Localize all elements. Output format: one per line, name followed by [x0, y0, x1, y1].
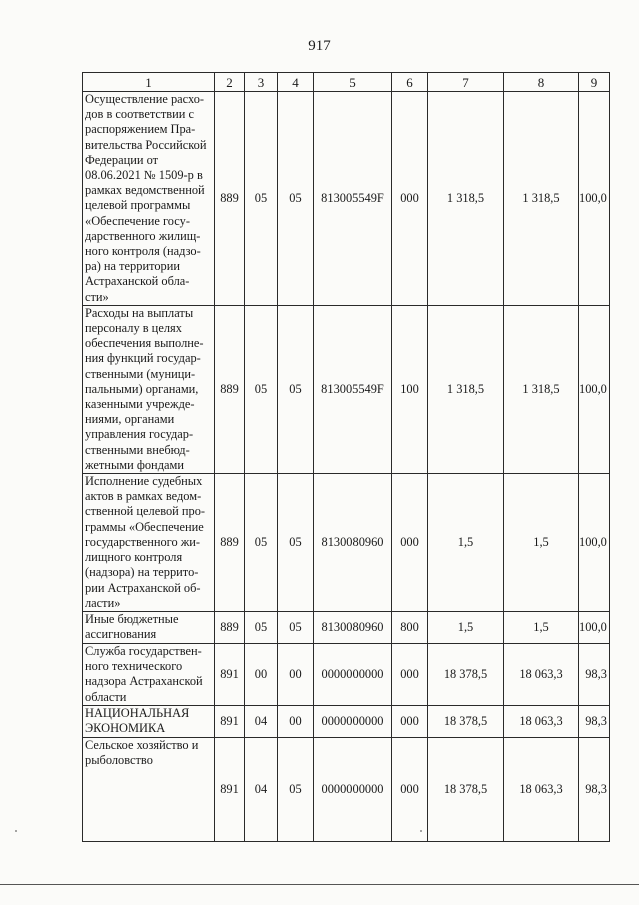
- table-row: [83, 474, 610, 612]
- table-row: [83, 611, 610, 643]
- bottom-rule: [0, 884, 639, 885]
- cell-col7: 1 318,5: [428, 305, 504, 473]
- cell-col3: 00: [245, 643, 278, 705]
- row-name: Иные бюджетные ассигнования: [83, 611, 215, 643]
- header-cell: 3: [245, 73, 278, 92]
- header-cell: 4: [278, 73, 314, 92]
- header-cell: 8: [504, 73, 579, 92]
- cell-col9: 98,3: [579, 643, 610, 705]
- cell-col9: 100,0: [579, 305, 610, 473]
- cell-col4: 05: [278, 474, 314, 612]
- cell-col4: 00: [278, 643, 314, 705]
- cell-col8: 18 063,3: [504, 737, 579, 841]
- cell-col7: 1 318,5: [428, 92, 504, 306]
- cell-col4: 05: [278, 737, 314, 841]
- header-cell: 5: [314, 73, 392, 92]
- table-row: [83, 643, 610, 705]
- cell-col2: 889: [215, 474, 245, 612]
- cell-col9: 100,0: [579, 611, 610, 643]
- cell-col6: 000: [392, 643, 428, 705]
- cell-col5: 813005549F: [314, 92, 392, 306]
- cell-col6: 000: [392, 92, 428, 306]
- cell-col9: 100,0: [579, 474, 610, 612]
- table-row: [83, 305, 610, 473]
- cell-col5: 0000000000: [314, 737, 392, 841]
- cell-col6: 000: [392, 705, 428, 737]
- cell-col8: 1 318,5: [504, 92, 579, 306]
- header-cell: 7: [428, 73, 504, 92]
- cell-col7: 1,5: [428, 611, 504, 643]
- cell-col7: 18 378,5: [428, 705, 504, 737]
- table-row: [83, 705, 610, 737]
- cell-col3: 05: [245, 92, 278, 306]
- table-row: [83, 92, 610, 306]
- cell-col7: 18 378,5: [428, 737, 504, 841]
- cell-col2: 889: [215, 92, 245, 306]
- cell-col2: 889: [215, 611, 245, 643]
- cell-col8: 18 063,3: [504, 705, 579, 737]
- scan-speck: [420, 830, 422, 832]
- budget-table: [82, 72, 610, 842]
- cell-col4: 05: [278, 305, 314, 473]
- table-row: [83, 737, 610, 841]
- cell-col3: 04: [245, 705, 278, 737]
- header-cell: 2: [215, 73, 245, 92]
- cell-col7: 18 378,5: [428, 643, 504, 705]
- header-cell: 9: [579, 73, 610, 92]
- cell-col5: 0000000000: [314, 705, 392, 737]
- cell-col8: 18 063,3: [504, 643, 579, 705]
- cell-col4: 05: [278, 611, 314, 643]
- header-row: [83, 73, 610, 92]
- cell-col2: 891: [215, 737, 245, 841]
- row-name: Расходы на выплаты персоналу в целях обеспечения выполне- ния функций государ- ственными (муници- пальными) органами, казенными учрежде- ниями, органами управления государ- ственными внебюд- жетными фондами: [83, 305, 215, 473]
- cell-col8: 1,5: [504, 611, 579, 643]
- cell-col8: 1 318,5: [504, 305, 579, 473]
- cell-col2: 891: [215, 643, 245, 705]
- row-name: Служба государствен- ного технического надзора Астраханской области: [83, 643, 215, 705]
- cell-col5: 8130080960: [314, 611, 392, 643]
- row-name: НАЦИОНАЛЬНАЯ ЭКОНОМИКА: [83, 705, 215, 737]
- page-number: 917: [308, 38, 331, 54]
- cell-col4: 00: [278, 705, 314, 737]
- cell-col9: 100,0: [579, 92, 610, 306]
- cell-col2: 891: [215, 705, 245, 737]
- cell-col5: 0000000000: [314, 643, 392, 705]
- cell-col3: 05: [245, 474, 278, 612]
- cell-col6: 800: [392, 611, 428, 643]
- cell-col6: 000: [392, 474, 428, 612]
- cell-col3: 04: [245, 737, 278, 841]
- cell-col6: 000: [392, 737, 428, 841]
- cell-col9: 98,3: [579, 705, 610, 737]
- scan-speck: [15, 830, 17, 832]
- row-name: Осуществление расхо- дов в соответствии с распоряжением Пра- вительства Российской Федерации от 08.06.2021 № 1509-р в рамках ведомственной целевой программы «Обеспечение госу- дарственного жилищ- ного контроля (надзо- ра) на территории Астраханской обла- сти»: [83, 92, 215, 306]
- cell-col8: 1,5: [504, 474, 579, 612]
- cell-col5: 8130080960: [314, 474, 392, 612]
- row-name: Исполнение судебных актов в рамках ведом- ственной целевой про- граммы «Обеспечение государственного жи- лищного контроля (надзора) на террито- рии Астраханской об- ласти»: [83, 474, 215, 612]
- cell-col3: 05: [245, 305, 278, 473]
- cell-col9: 98,3: [579, 737, 610, 841]
- cell-col2: 889: [215, 305, 245, 473]
- header-cell: 6: [392, 73, 428, 92]
- cell-col4: 05: [278, 92, 314, 306]
- header-cell: 1: [83, 73, 215, 92]
- cell-col6: 100: [392, 305, 428, 473]
- row-name: Сельское хозяйство и рыболовство: [83, 737, 215, 841]
- cell-col7: 1,5: [428, 474, 504, 612]
- cell-col3: 05: [245, 611, 278, 643]
- cell-col5: 813005549F: [314, 305, 392, 473]
